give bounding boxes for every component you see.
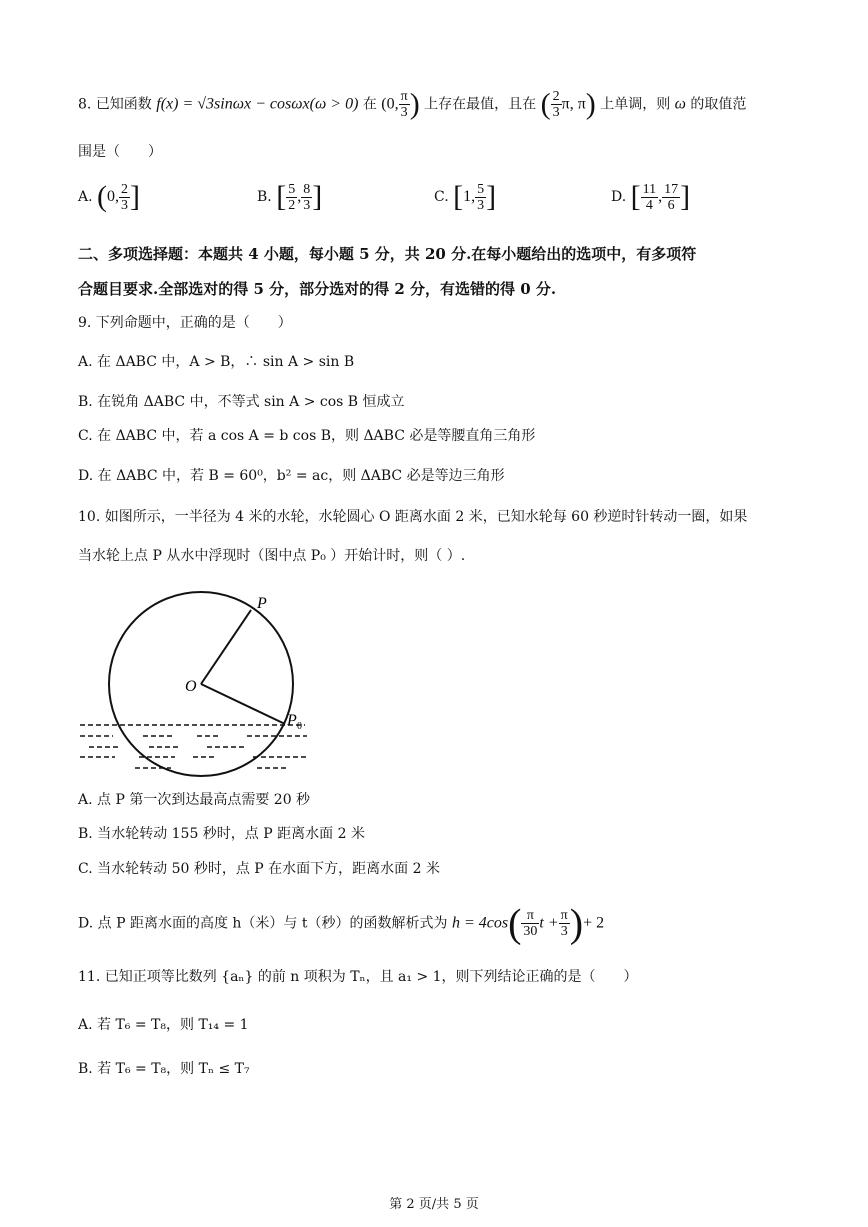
water-wheel-figure (75, 588, 320, 778)
q11-option-b: B. 若 T₆ = T₈，则 Tₙ ≤ T₇ (78, 1061, 250, 1077)
label-p0-sub: 0 (297, 721, 302, 732)
radius-op (201, 610, 251, 684)
label-p0: P (287, 712, 297, 729)
q8-interval2-right: ) (585, 87, 596, 121)
q8-text: 上存在最值，且在 (424, 96, 537, 113)
q8-function: f(x) = √3sinωx − cosωx(ω > 0) (156, 95, 359, 113)
q8-2-over-3: $\frac{2}{3}$ (552, 89, 560, 120)
q8-option-d: D. [ $\frac{11}{4}$ , $\frac{17}{6}$ ] (611, 180, 691, 213)
q8-number: 8. (78, 96, 92, 113)
q8-interval2-left: ( (540, 87, 551, 121)
label-p: P (257, 595, 267, 612)
label-o: O (185, 678, 197, 695)
q8-text: 已知函数 (95, 96, 152, 113)
q8-omega: ω (674, 95, 686, 113)
q10-option-d: D. 点 P 距离水面的高度 h（米）与 t（秒）的函数解析式为 h = 4cos( $\frac{\pi}{30}$ t + $\frac{\pi}{3}$ )+ 2 (78, 900, 605, 946)
q8-interval1-right: ) (409, 87, 420, 121)
q10-stem-line1: 10. 如图所示，一半径为 4 米的水轮，水轮圆心 O 距离水面 2 米，已知水轮每 60 秒逆时针转动一圈，如果 (78, 509, 748, 525)
q8-interval1-left: (0, (381, 95, 399, 113)
q8-text: 上单调，则 (600, 96, 671, 113)
q9-stem: 9. 下列命题中，正确的是（ ） (78, 315, 292, 331)
q9-option-c: C. 在 ΔABC 中，若 a cos A = b cos B，则 ΔABC 必是等腰直角三角形 (78, 428, 536, 444)
q11-option-a: A. 若 T₆ = T₈，则 T₁₄ = 1 (78, 1017, 249, 1033)
q8-stem-line1 (78, 89, 746, 120)
q8-stem-line2: 围是（ ） (78, 144, 162, 160)
q9-option-d: D. 在 ΔABC 中，若 B = 60⁰，b² = ac，则 ΔABC 必是等边三角形 (78, 468, 505, 484)
section2-title-line2: 合题目要求.全部选对的得 5 分，部分选对的得 2 分，有选错的得 0 分. (78, 280, 557, 298)
q10-option-b: B. 当水轮转动 155 秒时，点 P 距离水面 2 米 (78, 826, 365, 842)
q10-option-a: A. 点 P 第一次到达最高点需要 20 秒 (78, 792, 311, 808)
q8-text: 在 (362, 96, 377, 113)
q8-pi-over-3: $\frac{\pi}{3}$ (400, 89, 408, 120)
q9-option-b: B. 在锐角 ΔABC 中，不等式 sin A > cos B 恒成立 (78, 394, 405, 410)
q8-text: 的取值范 (690, 96, 747, 113)
q8-option-a: A. (0, $\frac{2}{3}$ ] (78, 180, 141, 213)
q8-option-c: C. [1, $\frac{5}{3}$ ] (434, 180, 497, 213)
q8-option-b: B. [ $\frac{5}{2}$ , $\frac{8}{3}$ ] (257, 180, 323, 213)
radius-op0 (201, 684, 285, 724)
q11-stem: 11. 已知正项等比数列 {aₙ} 的前 n 项积为 Tₙ，且 a₁ > 1，则下列结论正确的是（ ） (78, 969, 638, 985)
q9-option-a: A. 在 ΔABC 中，A > B，∴ sin A > sin B (78, 354, 355, 370)
q10-stem-line2: 当水轮上点 P 从水中浮现时（图中点 P₀ ）开始计时，则（ ）. (78, 548, 466, 564)
q8-interval2-tail: π, π (561, 95, 586, 113)
section2-title-line1: 二、多项选择题：本题共 4 小题，每小题 5 分，共 20 分.在每小题给出的选项中，有多项符 (78, 245, 697, 263)
q10-option-c: C. 当水轮转动 50 秒时，点 P 在水面下方，距离水面 2 米 (78, 861, 440, 877)
page-footer: 第 2 页/共 5 页 (389, 1197, 479, 1212)
water-lines (80, 725, 307, 768)
